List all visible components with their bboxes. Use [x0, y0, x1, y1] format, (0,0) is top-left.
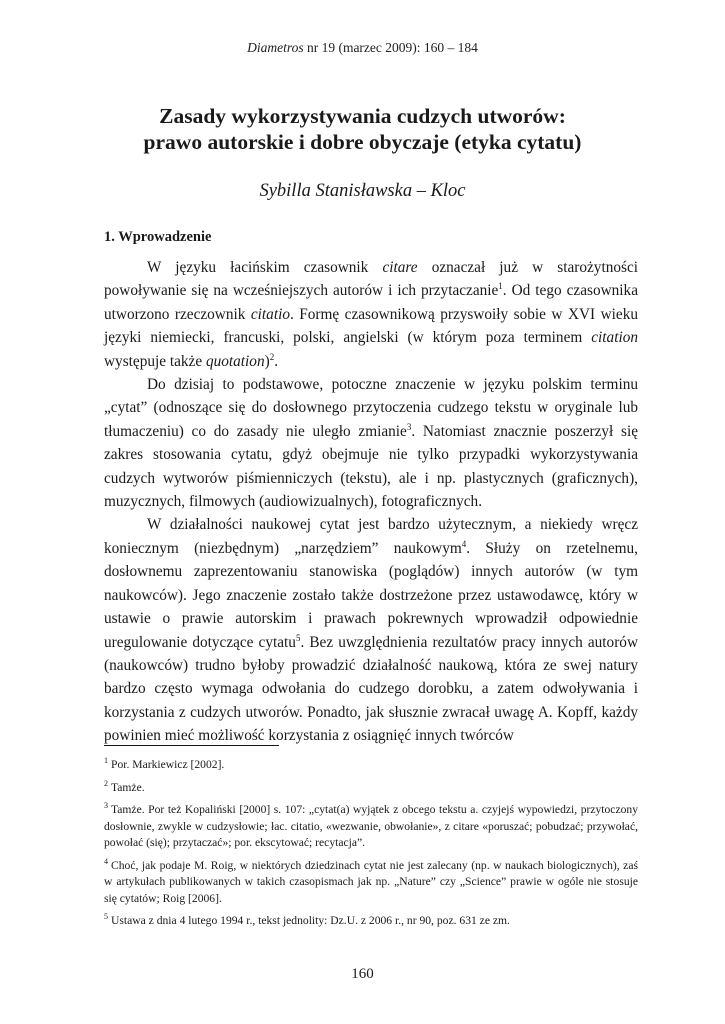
text-run: .	[274, 352, 279, 370]
footnote-ref-4[interactable]: 4	[461, 538, 467, 549]
running-header	[0, 40, 725, 56]
paragraph-3	[104, 513, 638, 747]
issue-info: nr 19 (marzec 2009): 160 – 184	[303, 40, 478, 55]
paragraph-1	[104, 256, 638, 373]
text-run: oznaczał już w starożytności powoływanie się na wcześniejszych autorów i ich przytaczanie	[104, 259, 638, 300]
term-citare: citare	[382, 259, 418, 276]
footnote-number: 1	[104, 756, 108, 766]
section-heading: 1. Wprowadzenie	[104, 229, 212, 245]
text-run: W języku łacińskim czasownik	[147, 259, 383, 276]
footnote-number: 2	[104, 778, 108, 788]
text-run: )	[264, 352, 270, 370]
footnote-5	[104, 913, 638, 930]
footnote-2	[104, 780, 638, 797]
footnote-4	[104, 858, 638, 908]
footnote-3	[104, 802, 638, 852]
text-run: występuje także	[104, 352, 206, 370]
footnote-ref-5[interactable]: 5	[295, 632, 301, 643]
term-citatio: citatio	[250, 305, 290, 323]
footnote-text: Ustawa z dnia 4 lutego 1994 r., tekst jednolity: Dz.U. z 2006 r., nr 90, poz. 631 ze zm.	[111, 914, 510, 927]
article-body	[104, 256, 638, 748]
article-author: Sybilla Stanisławska – Kloc	[259, 181, 466, 201]
footnote-number: 3	[104, 801, 108, 811]
title-line-2: prawo autorskie i dobre obyczaje (etyka cytatu)	[143, 130, 582, 154]
footnotes	[104, 757, 638, 936]
text-run: . Bez uwzględnienia rezultatów pracy innych autorów (naukowców) trudno byłoby prowadzić działalność naukową, która ze swej natury bardzo często wymaga odwołania do cudzego dorobku, a zatem odwoływania i korzystania z cudzych utworów. Ponadto, jak słusznie zwracał uwagę A. Kopff, każdy powinien mieć możliwość korzystania z osiągnięć innych twórców	[104, 633, 638, 745]
footnote-text: Tamże. Por też Kopaliński [2000] s. 107: „cytat(a) wyjątek z obcego tekstu a. czyjejś wypowiedzi, przytoczony dosłownie, zwykle w cudzysłowie; łac. citatio, «wezwanie, obwołanie», z citare «poruszać; pobudzać; przywołać, powołać (się); przytaczać»; por. ekscytować; recytacja”.	[104, 803, 638, 849]
footnote-ref-2[interactable]: 2	[269, 351, 275, 362]
footnote-number: 4	[104, 856, 108, 866]
title-line-1: Zasady wykorzystywania cudzych utworów:	[159, 104, 566, 128]
footnote-number: 5	[104, 912, 108, 922]
text-run: . Natomiast znacznie poszerzył się zakres stosowania cytatu, gdyż obejmuje nie tylko przypadki wykorzystywania cudzych wytworów piśmienniczych (tekstu), ale i np. plastycznych (graficznych), muzycznych, filmowych (audiowizualnych), fotograficznych.	[104, 422, 638, 511]
text-run: Do dzisiaj to podstawowe, potoczne znaczenie w języku polskim terminu „cytat” (odnoszące się do dosłownego przytoczenia cudzego tekstu w oryginale lub tłumaczeniu) co do zasady nie uległo zmianie	[104, 376, 638, 440]
journal-name: Diametros	[247, 40, 304, 55]
footnote-text: Por. Markiewicz [2002].	[111, 758, 225, 771]
text-run: W działalności naukowej cytat jest bardzo użytecznym, a niekiedy wręcz koniecznym (niezbędnym) „narzędziem” naukowym	[104, 516, 638, 557]
footnote-ref-1[interactable]: 1	[498, 281, 503, 292]
text-run: . Formę czasownikową przyswoiły sobie w XVI wieku języki niemiecki, francuski, polski, angielski (w którym poza terminem	[104, 305, 638, 347]
footnote-text: Choć, jak podaje M. Roig, w niektórych dziedzinach cytat nie jest zalecany (np. w naukach biologicznych), zaś w artykułach publikowanych w takich czasopismach jak np. „Nature” czy „Science” prawie w ogóle nie stosuje się cytatów; Roig [2006].	[104, 858, 638, 905]
paragraph-2	[104, 373, 638, 513]
text-run: . Służy on rzetelnemu, dosłownemu zaprezentowaniu stanowiska (poglądów) innych autorów (w tym naukowców). Jego znaczenie zostało także dostrzeżone przez ustawodawcę, który w ustawie o prawie autorskim i prawach pokrewnych wprowadził odpowiednie uregulowanie dotyczące cytatu	[104, 539, 638, 651]
footnote-1	[104, 757, 638, 774]
footnote-divider	[104, 745, 279, 746]
term-citation: citation	[591, 329, 638, 347]
footnote-text: Tamże.	[111, 780, 145, 794]
page-number: 160	[351, 966, 374, 982]
term-quotation: quotation	[205, 352, 265, 370]
footnote-ref-3[interactable]: 3	[406, 421, 412, 432]
text-run: . Od tego czasownika utworzono rzeczownik	[104, 282, 638, 323]
article-title	[60, 103, 665, 155]
